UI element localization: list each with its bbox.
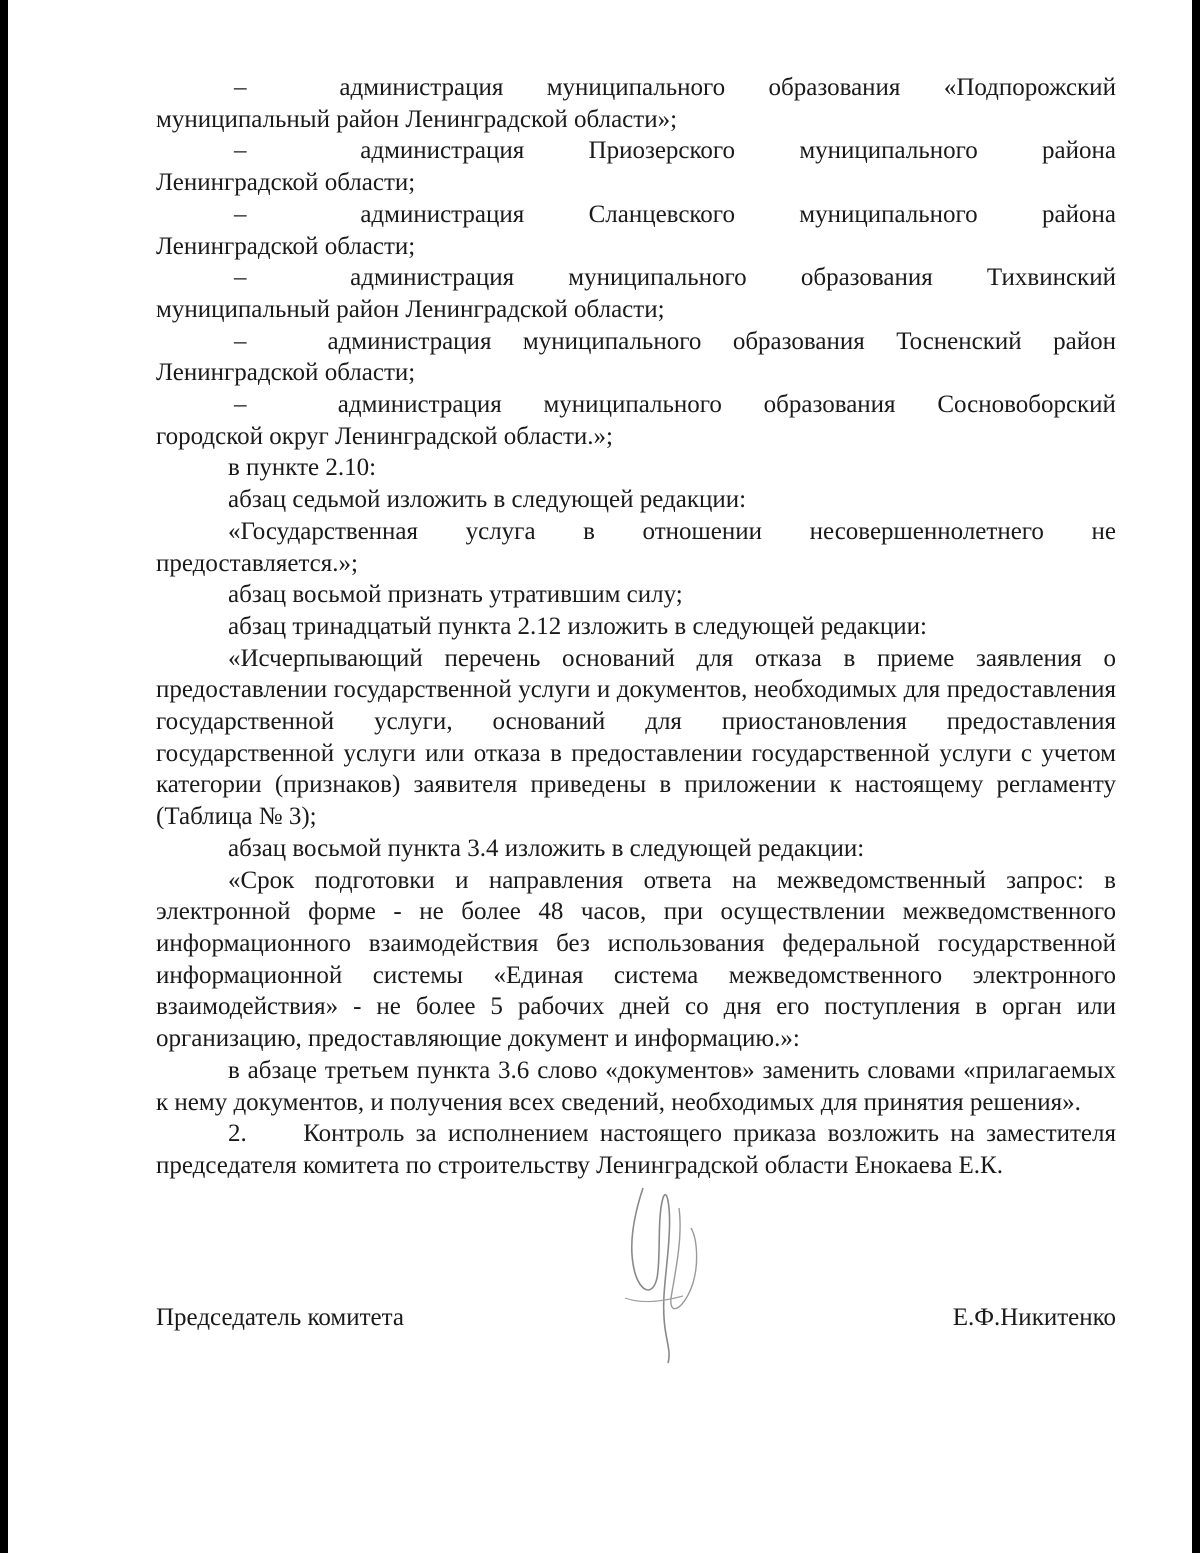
list-item-word: образования xyxy=(732,327,865,355)
paragraph: в пункте 2.10: xyxy=(228,454,377,482)
paragraph: абзац тринадцатый пункта 2.12 изложить в следующей редакции: xyxy=(228,612,927,640)
list-item-word: образования xyxy=(763,391,896,419)
list-item-word: Сланцевского xyxy=(588,200,735,228)
paragraph: абзац седьмой изложить в следующей редакции: xyxy=(228,486,747,514)
list-item-continuation: городской округ Ленинградской области.»; xyxy=(156,422,614,450)
list-item-word: администрация xyxy=(350,264,515,292)
dash-marker: – xyxy=(234,391,247,419)
signatory-position: Председатель комитета xyxy=(156,1304,404,1331)
paragraph: «Государственная услуга в отношении несовершеннолетнего не предоставляется.»; xyxy=(156,517,1116,577)
list-item-word: «Подпорожский xyxy=(943,74,1116,101)
list-item-word: муниципального xyxy=(546,74,726,101)
handwritten-signature xyxy=(613,1178,723,1368)
list-item-word: образования xyxy=(768,74,901,101)
dash-marker: – xyxy=(234,74,247,101)
list-item xyxy=(156,262,1116,325)
dash-marker: – xyxy=(234,137,247,165)
document-body xyxy=(156,72,1123,1182)
list-item-word: Сосновоборский xyxy=(937,391,1116,419)
list-item-word: муниципального xyxy=(543,391,722,419)
list-item-word: района xyxy=(1042,137,1116,165)
list-item-word: администрация xyxy=(327,327,492,355)
list-item-continuation: Ленинградской области; xyxy=(156,169,416,197)
list-item xyxy=(156,199,1116,262)
list-item xyxy=(156,389,1116,452)
list-item xyxy=(156,326,1116,389)
list-item-word: администрация xyxy=(337,391,502,419)
list-item xyxy=(156,135,1116,198)
list-item-word: администрация xyxy=(360,137,525,165)
document-page xyxy=(8,0,1192,1553)
list-item-word: района xyxy=(1042,200,1116,228)
list-item-continuation: муниципальный район Ленинградской области; xyxy=(156,295,665,323)
signatory-name: Е.Ф.Никитенко xyxy=(952,1304,1116,1331)
list-item-word: Приозерского xyxy=(588,137,736,165)
list-item-word: Тосненский xyxy=(896,327,1022,355)
paragraph: абзац восьмой пункта 3.4 изложить в следующей редакции: xyxy=(228,834,865,862)
list-item-word: муниципального xyxy=(568,264,747,292)
list-item-continuation: Ленинградской области; xyxy=(156,359,416,387)
paragraph: «Исчерпывающий перечень оснований для отказа в приеме заявления о предоставлении государственной услуги и документов, необходимых для предоставления государственной услуги, оснований для приостановления предоставления государственной услуги или отказа в предоставлении государственной услуги с учетом категории (признаков) заявителя приведены в приложении к настоящему регламенту (Таблица № 3); xyxy=(156,644,1116,831)
list-item-word: муниципального xyxy=(522,327,702,355)
paragraph: «Срок подготовки и направления ответа на межведомственный запрос: в электронной форме - не более 48 часов, при осуществлении межведомственного информационного взаимодействия без использования федеральной государственной информационной системы «Единая система межведомственного электронного взаимодействия» - не более 5 рабочих дней со дня его поступления в орган или организацию, предоставляющие документ и информацию.»: xyxy=(156,866,1116,1053)
paragraph: в абзаце третьем пункта 3.6 слово «документов» заменить словами «прилагаемых к нему документов, и получения всех сведений, необходимых для принятия решения». xyxy=(156,1056,1116,1116)
list-item xyxy=(156,72,1116,135)
signature-block xyxy=(156,1304,1116,1332)
list-item-word: Тихвинский xyxy=(986,264,1116,292)
list-item-word: муниципального xyxy=(799,137,978,165)
dash-marker: – xyxy=(234,327,247,355)
list-item-word: администрация xyxy=(360,200,525,228)
list-item-word: район xyxy=(1053,327,1116,355)
list-item-word: образования xyxy=(800,264,933,292)
dash-marker: – xyxy=(234,200,247,228)
dash-marker: – xyxy=(234,264,247,292)
paragraph: абзац восьмой признать утратившим силу; xyxy=(228,581,683,609)
list-item-continuation: муниципальный район Ленинградской области»; xyxy=(156,105,678,133)
list-item-word: администрация xyxy=(339,74,504,101)
paragraph: 2. Контроль за исполнением настоящего приказа возложить на заместителя председателя комитета по строительству Ленинградской области Енокаева Е.К. xyxy=(156,1120,1123,1179)
list-item-continuation: Ленинградской области; xyxy=(156,232,416,260)
list-item-word: муниципального xyxy=(799,200,978,228)
